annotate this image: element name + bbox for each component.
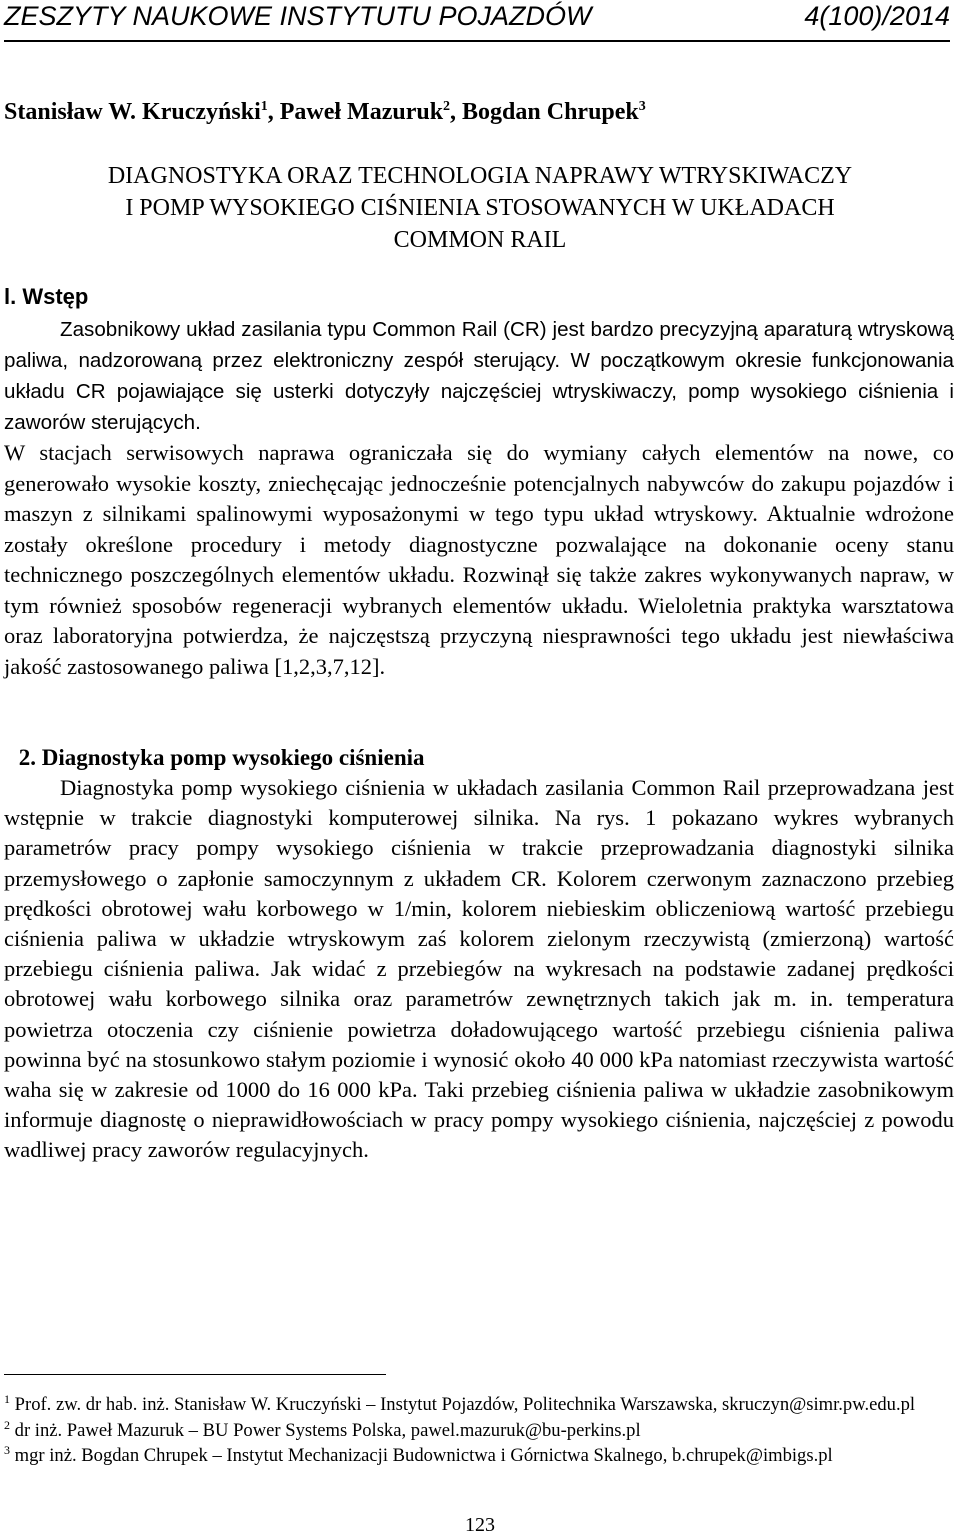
footnote-mark: 2 xyxy=(4,1417,10,1432)
author-separator: , xyxy=(450,99,463,125)
author-name: Paweł Mazuruk xyxy=(279,99,444,125)
section-heading xyxy=(4,745,425,771)
journal-title: ZESZYTY NAUKOWE INSTYTUTU POJAZDÓW xyxy=(4,1,592,31)
title-line: I POMP WYSOKIEGO CIŚNIENIA STOSOWANYCH W UKŁADACH xyxy=(125,195,835,221)
footnote-text: dr inż. Paweł Mazuruk – BU Power Systems Polska, pawel.mazuruk@bu-perkins.pl xyxy=(14,1419,641,1441)
section-title: Diagnostyka pomp wysokiego ciśnienia xyxy=(41,745,425,770)
page-number: 123 xyxy=(465,1514,495,1536)
footnote-separator xyxy=(4,1374,386,1375)
footnote-text: mgr inż. Bogdan Chrupek – Instytut Mechanizacji Budownictwa i Górnictwa Skalnego, b.chrupek@imbigs.pl xyxy=(14,1445,833,1467)
footnote xyxy=(4,1418,954,1444)
footnote-mark: 3 xyxy=(4,1443,10,1457)
body-paragraph: Zasobnikowy układ zasilania typu Common Rail (CR) jest bardzo precyzyjną aparaturą wtryskową paliwa, nadzorowaną przez elektroniczny zespół sterujący. W początkowym okresie funkcjonowania układu CR pojawiające się usterki dotyczyły najczęściej wtryskiwaczy, pomp wysokiego ciśnienia i zaworów sterujących. xyxy=(4,318,954,434)
author-name: Stanisław W. Kruczyński xyxy=(4,99,261,125)
author-affiliation-mark: 2 xyxy=(443,99,451,114)
author-affiliation-mark: 1 xyxy=(260,99,268,114)
footnote xyxy=(4,1443,954,1469)
footnote-mark: 1 xyxy=(4,1391,10,1406)
title-line: COMMON RAIL xyxy=(393,227,567,253)
section-heading: l. Wstęp xyxy=(4,284,89,309)
footnote-text: Prof. zw. dr hab. inż. Stanisław W. Kruczyński – Instytut Pojazdów, Politechnika Warszawska, skruczyn@simr.pw.edu.pl xyxy=(14,1394,916,1415)
author-name: Bogdan Chrupek xyxy=(462,99,639,125)
author-affiliation-mark: 3 xyxy=(638,99,646,114)
paper-title xyxy=(20,160,940,256)
issue-number: 4(100)/2014 xyxy=(804,1,950,31)
footnotes xyxy=(4,1392,954,1469)
section-number: 2. xyxy=(18,745,36,770)
running-header xyxy=(4,0,950,42)
author-list xyxy=(4,99,646,126)
author-separator: , xyxy=(267,99,280,125)
body-paragraph: W stacjach serwisowych naprawa ograniczała się do wymiany całych elementów na nowe, co generowało wysokie koszty, zniechęcając jednocześnie potencjalnych nabywców do zakupu pojazdów i maszyn z silnikami spalinowymi wyposażonymi w tego typu układ wtryskowy. Aktualnie wdrożone zostały określone procedury i metody diagnostyczne pozwalające na dokonanie oceny stanu technicznego poszczególnych elementów układu. Rozwinął się także zakres wykonywanych napraw, w tym również sposobów regeneracji wybranych elementów układu. Wieloletnia praktyka warsztatowa oraz laboratoryjna potwierdza, że najczęstszą przyczyną niesprawności tego układu jest niewłaściwa jakość zastosowanego paliwa [1,2,3,7,12]. xyxy=(4,440,954,679)
body-paragraph: Diagnostyka pomp wysokiego ciśnienia w układach zasilania Common Rail przeprowadzana jest wstępnie w trakcie diagnostyki komputerowej silnika. Na rys. 1 pokazano wykres wybranych parametrów pracy pompy wysokiego ciśnienia w trakcie przeprowadzania diagnostyki silnika przemysłowego o zapłonie samoczynnym z układem CR. Kolorem czerwonym zaznaczono przebieg prędkości obrotowej wału korbowego w 1/min, kolorem niebieskim obliczeniową wartość przebiegu ciśnienia paliwa w układzie wtryskowym zaś kolorem zielonym rzeczywistą (zmierzoną) wartość przebiegu ciśnienia paliwa. Jak widać z przebiegów na wykresach na podstawie zadanej prędkości obrotowej wału korbowego silnika oraz parametrów zewnętrznych takich jak m. in. temperatura powietrza otoczenia czy ciśnienie powietrza doładowującego wartość przebiegu ciśnienia paliwa powinna być na stosunkowo stałym poziomie i wynosić około 40 000 kPa natomiast rzeczywista wartość waha się w zakresie od 1000 do 16 000 kPa. Taki przebieg ciśnienia paliwa w układzie zasobnikowym informuje diagnostę o nieprawidłowościach w pracy pompy wysokiego ciśnienia, najczęściej z powodu wadliwej pracy zaworów regulacyjnych. xyxy=(4,775,954,1163)
footnote xyxy=(4,1392,954,1418)
title-line: DIAGNOSTYKA ORAZ TECHNOLOGIA NAPRAWY WTRYSKIWACZY xyxy=(107,163,853,189)
